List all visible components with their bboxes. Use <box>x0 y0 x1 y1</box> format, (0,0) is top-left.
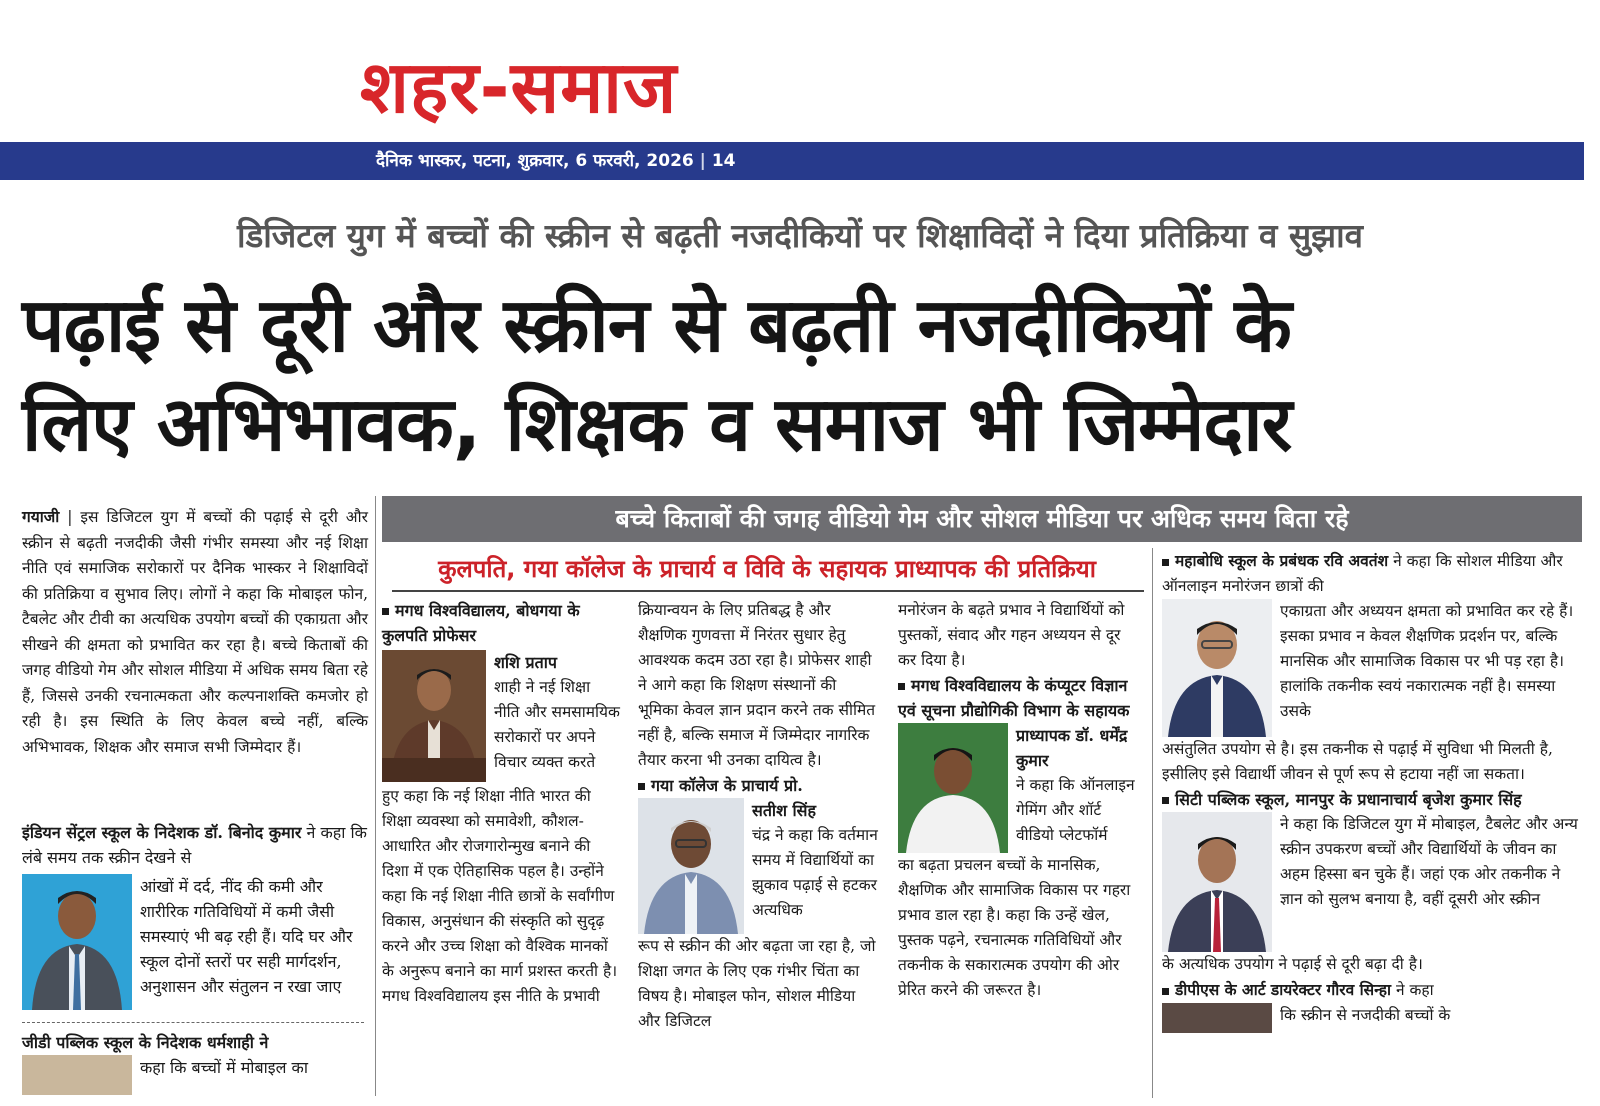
intro-text: इस डिजिटल युग में बच्चों की पढ़ाई से दूरी और स्क्रीन से बढ़ती नजदीकी जैसी गंभीर समस्या और नई शिक्षा नीति एवं समाजिक सरोकारों पर दैनिक भास्कर ने शिक्षाविदों की प्रतिक्रिया व सुभाव लिए। लोगों ने कहा कि मोबाइल फोन, टैबलेट और टीवी का अत्यधिक उपयोग बच्चों की एकाग्रता और सीखने की क्षमता को प्रभावित कर रहा है। बच्चे किताबों की जगह वीडियो गेम और सोशल मीडिया में अधिक समय बिता रहे हैं, जिससे उनकी रचनात्मकता और कल्पनाशक्ति कमजोर हो रही है। इस स्थिति के लिए केवल बच्चे नहीं, बल्कि अभिभावक, शिक्षक और समाज सभी जिम्मेदार हैं। <box>22 508 368 756</box>
dps-intro: ने कहा <box>1395 981 1434 999</box>
gd-public-lead: जीडी पब्लिक स्कूल के निदेशक धर्मशाही ने <box>22 1033 269 1052</box>
brijesh-kumar-singh-photo <box>1162 812 1272 952</box>
column-rule-right <box>1152 548 1153 1098</box>
col2-lead: गया कॉलेज के प्राचार्य प्रो. <box>651 776 803 795</box>
mahabodhi-intro: ने कहा कि सोशल मीडिया और ऑनलाइन मनोरंजन छात्रों की <box>1162 552 1563 595</box>
bullet-icon <box>898 683 905 690</box>
person-photo-icon <box>1162 812 1272 952</box>
dateline-text: दैनिक भास्कर, पटना, शुक्रवार, 6 फरवरी, 2026 <box>376 151 694 171</box>
bullet-icon <box>382 608 389 615</box>
dharmshahi-photo <box>22 1055 132 1095</box>
indian-central-section <box>22 820 368 1010</box>
indian-central-lead: इंडियन सेंट्रल स्कूल के निदेशक डॉ. बिनोद कुमार <box>22 823 302 842</box>
intro-column <box>22 504 368 760</box>
col1-text-wrap: शाही ने नई शिक्षा नीति और समसामयिक सरोकारों पर अपने विचार व्यक्त करते <box>494 678 620 771</box>
column-2 <box>638 598 878 1034</box>
column-4 <box>1162 548 1584 1033</box>
person-photo-icon <box>382 650 486 782</box>
binod-kumar-photo <box>22 874 132 1010</box>
col1-name: शशि प्रताप <box>494 653 557 672</box>
ravi-avtansh-photo <box>1162 599 1272 737</box>
gd-public-text: कहा कि बच्चों में मोबाइल का <box>140 1058 308 1077</box>
bullet-icon <box>1162 797 1169 804</box>
bullet-icon <box>1162 559 1169 566</box>
column-3 <box>898 598 1140 1003</box>
intro-paragraph: गयाजी | इस डिजिटल युग में बच्चों की पढ़ाई से दूरी और स्क्रीन से बढ़ती नजदीकी जैसी गंभीर समस्या और नई शिक्षा नीति एवं समाजिक सरोकारों पर दैनिक भास्कर ने शिक्षाविदों की प्रतिक्रिया व सुभाव लिए। लोगों ने कहा कि मोबाइल फोन, टैबलेट और टीवी का अत्यधिक उपयोग बच्चों की एकाग्रता और सीखने की क्षमता को प्रभावित कर रहा है। बच्चे किताबों की जगह वीडियो गेम और सोशल मीडिया में अधिक समय बिता रहे हैं, जिससे उनकी रचनात्मकता और कल्पनाशक्ति कमजोर हो रही है। इस स्थिति के लिए केवल बच्चे नहीं, बल्कि अभिभावक, शिक्षक और समाज सभी जिम्मेदार हैं। <box>22 507 368 756</box>
city-lead: सिटी पब्लिक स्कूल, मानपुर के प्रधानाचार्य बृजेश कुमार सिंह <box>1175 790 1522 809</box>
person-photo-icon <box>898 723 1008 853</box>
gaurav-sinha-photo <box>1162 1003 1272 1033</box>
indian-central-text: आंखों में दर्द, नींद की कमी और शारीरिक गतिविधियों में कमी जैसी समस्याएं भी बढ़ रही हैं। यदि घर और स्कूल दोनों स्तरों पर सही मार्गदर्शन, अनुशासन और संतुलन न रखा जाए <box>140 877 353 996</box>
vc-shashi-pratap-photo <box>382 650 486 782</box>
col2-text-full: रूप से स्क्रीन की ओर बढ़ता जा रहा है, जो शिक्षा जगत के लिए एक गंभीर चिंता का विषय है। मोबाइल फोन, सोशल मीडिया और डिजिटल <box>638 937 876 1030</box>
col2-text: क्रियान्वयन के लिए प्रतिबद्ध है और शैक्षणिक गुणवत्ता में निरंतर सुधार हेतु आवश्यक कदम उठा रहा है। प्रोफेसर शाही ने आगे कहा कि शिक्षण संस्थानों की भूमिका केवल ज्ञान प्रदान करने तक सीमित नहीं है, बल्कि समाज में जिम्मेदार नागरिक तैयार करना भी उनका दायित्व है। <box>638 601 876 769</box>
col3-text-wrap: ने कहा कि ऑनलाइन गेमिंग और शॉर्ट वीडियो प्लेटफॉर्म <box>1016 776 1135 844</box>
mahabodhi-full: असंतुलित उपयोग से है। इस तकनीक से पढ़ाई में सुविधा भी मिलती है, इसीलिए इसे विद्यार्थी जीवन से पूर्ण रूप से हटाया नहीं जा सकता। <box>1162 740 1553 783</box>
section-banner: बच्चे किताबों की जगह वीडियो गेम और सोशल मीडिया पर अधिक समय बिता रहे <box>382 496 1582 542</box>
dharmendra-kumar-photo <box>898 723 1008 853</box>
col2-name: सतीश सिंह <box>752 801 816 820</box>
principal-satish-singh-photo <box>638 798 744 934</box>
kicker: डिजिटल युग में बच्चों की स्क्रीन से बढ़ती नजदीकियों पर शिक्षाविदों ने दिया प्रतिक्रिया व सुझाव <box>237 216 1363 255</box>
separator-left <box>22 1022 364 1024</box>
mahabodhi-wrap: एकाग्रता और अध्ययन क्षमता को प्रभावित कर रहे हैं। इसका प्रभाव न केवल शैक्षणिक प्रदर्शन पर, बल्कि मानसिक और सामाजिक विकास पर भी पड़ रहा है। हालांकि तकनीक स्वयं नकारात्मक नहीं है। समस्या उसके <box>1280 602 1574 720</box>
col1-text-full: हुए कहा कि नई शिक्षा नीति भारत की शिक्षा व्यवस्था को समावेशी, कौशल-आधारित और रोजगारोन्मुख बनाने की दिशा में एक ऐतिहासिक पहल है। उन्होंने कहा कि नई शिक्षा नीति छात्रों के सर्वांगीण विकास, अनुसंधान की संस्कृति को सुदृढ़ करने और उच्च शिक्षा को वैश्विक मानकों के अनुरूप बनाने का मार्ग प्रशस्त करती है। मगध विश्वविद्यालय इस नीति के प्रभावी <box>382 787 618 1005</box>
headline-line-2: लिए अभिभावक, शिक्षक व समाज भी जिम्मेदार <box>22 380 1292 468</box>
column-rule-left <box>375 496 376 1096</box>
dps-lead: डीपीएस के आर्ट डायरेक्टर गौरव सिन्हा <box>1175 980 1392 999</box>
person-photo-icon <box>1162 599 1272 737</box>
city-wrap: ने कहा कि डिजिटल युग में मोबाइल, टैबलेट और अन्य स्क्रीन उपकरण बच्चों और विद्यार्थियों के जीवन का अहम हिस्सा बन चुके हैं। जहां एक ओर तकनीक ने ज्ञान को सुलभ बनाया है, वहीं दूसरी ओर स्क्रीन <box>1280 815 1578 908</box>
masthead-title: शहर-समाज <box>360 45 678 129</box>
col2-text-wrap: चंद्र ने कहा कि वर्तमान समय में विद्यार्थियों का झुकाव पढ़ाई से हटकर अत्यधिक <box>752 826 878 919</box>
col1-lead: मगध विश्वविद्यालय, बोधगया के कुलपति प्रोफेसर <box>382 601 580 645</box>
person-photo-icon <box>22 874 132 1010</box>
mahabodhi-lead: महाबोधि स्कूल के प्रबंधक रवि अवतंश <box>1175 551 1389 570</box>
col3-lead: मगध विश्वविद्यालय के कंप्यूटर विज्ञान एवं सूचना प्रौद्योगिकी विभाग के सहायक <box>898 676 1130 720</box>
column-1 <box>382 598 620 1009</box>
city-full: के अत्यधिक उपयोग ने पढ़ाई से दूरी बढ़ा दी है। <box>1162 955 1423 973</box>
subhead-underline <box>392 590 1144 592</box>
dateline: गयाजी <box>22 507 60 526</box>
date-bar: दैनिक भास्कर, पटना, शुक्रवार, 6 फरवरी, 2026 | 14 <box>0 142 1584 180</box>
gd-public-section <box>22 1030 368 1095</box>
bullet-icon <box>638 783 645 790</box>
col3-text: मनोरंजन के बढ़ते प्रभाव ने विद्यार्थियों को पुस्तकों, संवाद और गहन अध्ययन से दूर कर दिया है। <box>898 601 1125 669</box>
page-number: 14 <box>711 151 736 171</box>
col3-text-full: का बढ़ता प्रचलन बच्चों के मानसिक, शैक्षणिक और सामाजिक विकास पर गहरा प्रभाव डाल रहा है। कहा कि उन्हें खेल, पुस्तक पढ़ने, रचनात्मक गतिविधियों और तकनीक के सकारात्मक उपयोग की ओर प्रेरित करने की जरूरत है। <box>898 856 1131 999</box>
col3-name: प्राध्यापक डॉ. धर्मेंद्र कुमार <box>1016 726 1128 770</box>
bullet-icon <box>1162 988 1169 995</box>
headline-line-1: पढ़ाई से दूरी और स्क्रीन से बढ़ती नजदीकियों के <box>22 281 1291 369</box>
indian-central-intro: ने कहा कि लंबे समय तक स्क्रीन देखने से <box>22 823 367 867</box>
headline <box>22 276 1582 474</box>
dps-text: कि स्क्रीन से नजदीकी बच्चों के <box>1280 1006 1451 1024</box>
section-subhead: कुलपति, गया कॉलेज के प्राचार्य व विवि के सहायक प्राध्यापक की प्रतिक्रिया <box>438 555 1096 583</box>
person-photo-icon <box>638 798 744 934</box>
